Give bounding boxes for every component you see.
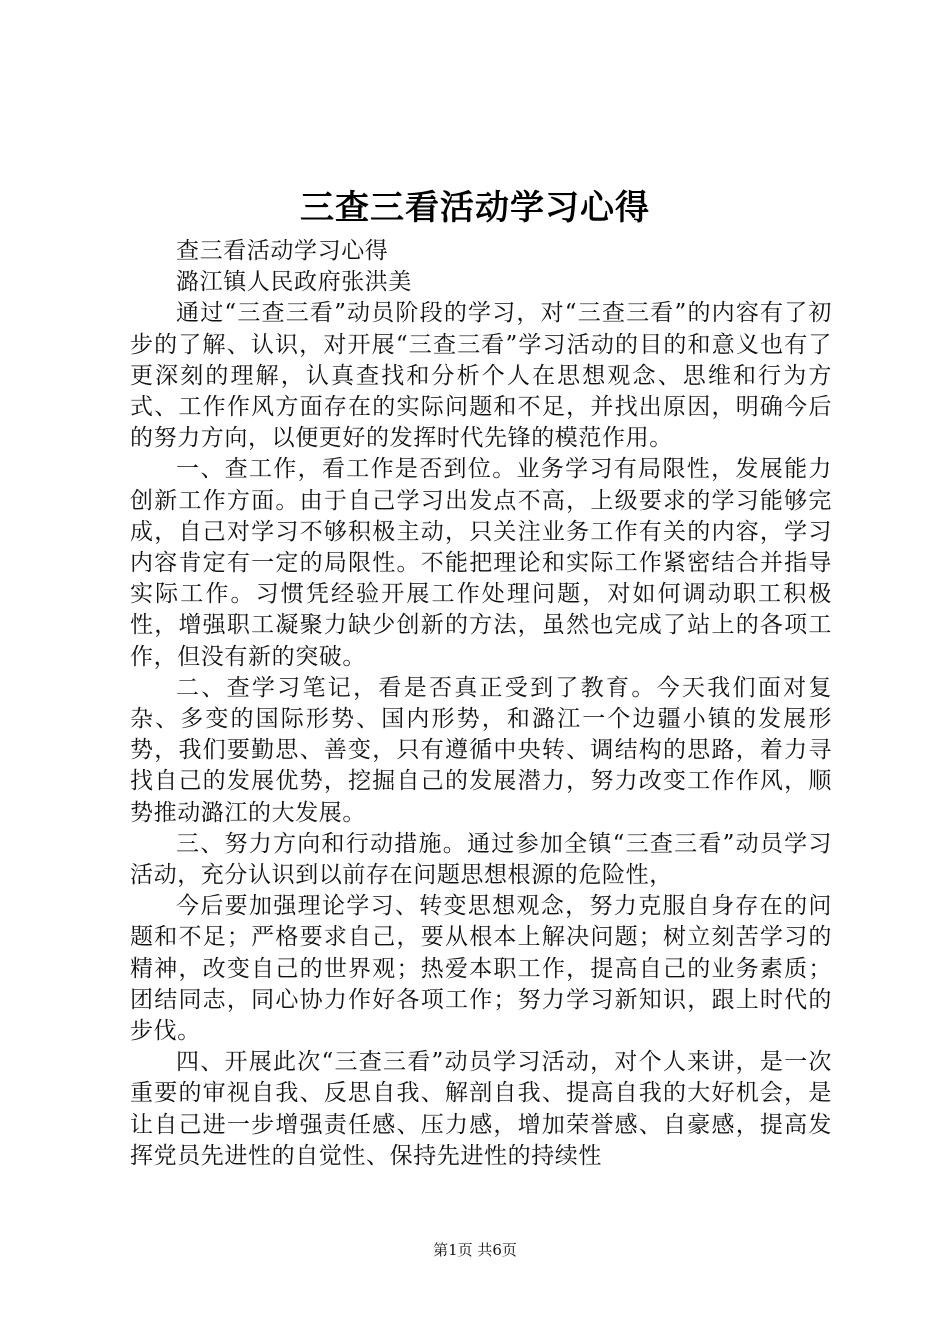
paragraph-section-3: 三、努力方向和行动措施。通过参加全镇“三查三看”动员学习活动，充分认识到以前存在问题思想根源的危险性， [130, 830, 832, 889]
paragraph-intro: 通过“三查三看”动员阶段的学习，对“三查三看”的内容有了初步的了解、认识，对开展“三查三看”学习活动的目的和意义也有了更深刻的理解，认真查找和分析个人在思想观念、思维和行为方式、工作作风方面存在的实际问题和不足，并找出原因，明确今后的努力方向，以便更好的发挥时代先锋的模范作用。 [130, 300, 832, 452]
paragraph-section-3-cont: 今后要加强理论学习、转变思想观念，努力克服自身存在的问题和不足；严格要求自己，要从根本上解决问题；树立刻苦学习的精神，改变自己的世界观；热爱本职工作，提高自己的业务素质；团结同志，同心协力作好各项工作；努力学习新知识，跟上时代的步伐。 [130, 893, 832, 1045]
paragraph-section-4: 四、开展此次“三查三看”动员学习活动，对个人来讲，是一次重要的审视自我、反思自我、解剖自我、提高自我的大好机会，是让自己进一步增强责任感、压力感，增加荣誉感、自豪感，提高发挥党员先进性的自觉性、保持先进性的持续性 [130, 1049, 832, 1169]
paragraph-section-1: 一、查工作，看工作是否到位。业务学习有局限性，发展能力创新工作方面。由于自己学习出发点不高，上级要求的学习能够完成，自己对学习不够积极主动，只关注业务工作有关的内容，学习内容肯定有一定的局限性。不能把理论和实际工作紧密结合并指导实际工作。习惯凭经验开展工作处理问题，对如何调动职工积极性，增强职工凝聚力缺少创新的方法，虽然也完成了站上的各项工作，但没有新的突破。 [130, 456, 832, 670]
page-number-footer: 第1页 共6页 [433, 1241, 517, 1259]
document-body [130, 236, 832, 1172]
paragraph-author: 潞江镇人民政府张洪美 [176, 269, 412, 296]
paragraph-subtitle: 查三看活动学习心得 [176, 238, 389, 264]
document-title: 三查三看活动学习心得 [300, 188, 650, 228]
paragraph-section-2: 二、查学习笔记，看是否真正受到了教育。今天我们面对复杂、多变的国际形势、国内形势，和潞江一个边疆小镇的发展形势，我们要勤思、善变，只有遵循中央转、调结构的思路，着力寻找自己的发展优势，挖掘自己的发展潜力，努力改变工作作风，顺势推动潞江的大发展。 [130, 674, 832, 826]
